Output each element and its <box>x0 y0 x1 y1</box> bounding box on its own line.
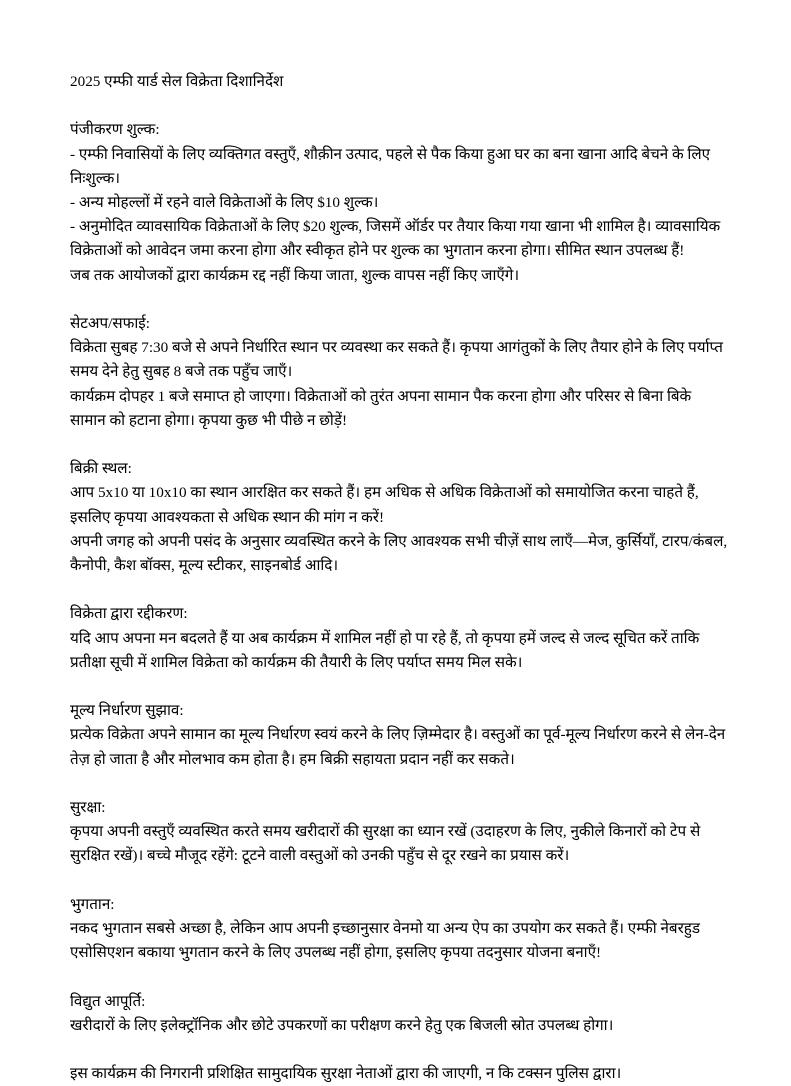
section-heading: सेटअप/सफाई: <box>70 315 150 332</box>
section-paragraph: - अन्य मोहल्लों में रहने वाले विक्रेताओं के लिए $10 शुल्क। <box>70 194 379 211</box>
section-heading: पंजीकरण शुल्क: <box>70 121 160 139</box>
section-paragraph: अपनी जगह को अपनी पसंद के अनुसार व्यवस्थित करने के लिए आवश्यक सभी चीज़ें साथ लाएँ—मेज, कुर्सियाँ, टारप/कंबल, कैनोपी, कैश बॉक्स, मूल्य स्टीकर, साइनबोर्ड आदि। <box>70 532 728 575</box>
document-body <box>70 70 730 1086</box>
section-paragraph: यदि आप अपना मन बदलते हैं या अब कार्यक्रम में शामिल नहीं हो पा रहे हैं, तो कृपया हमें जल्द से जल्द सूचित करें ताकि प्रतीक्षा सूची में शामिल विक्रेता को कार्यक्रम की तैयारी के लिए पर्याप्त समय मिल सके। <box>70 629 700 671</box>
section-paragraph: कृपया अपनी वस्तुएँ व्यवस्थित करते समय खरीदारों की सुरक्षा का ध्यान रखें (उदाहरण के लिए, नुकीले किनारों को टेप से सुरक्षित रखें)। बच्चे मौजूद रहेंगे: टूटने वाली वस्तुओं को उनकी पहुँच से दूर रखने का प्रयास करें। <box>70 823 701 865</box>
section-heading: विद्युत आपूर्ति: <box>70 992 146 1010</box>
section-heading: विक्रेता द्वारा रद्दीकरण: <box>70 605 188 623</box>
section-paragraph: खरीदारों के लिए इलेक्ट्रॉनिक और छोटे उपकरणों का परीक्षण करने हेतु एक बिजली स्रोत उपलब्ध होगा। <box>70 1016 614 1034</box>
section-heading: बिक्री स्थल: <box>70 460 132 478</box>
section-setup-cleanup <box>70 312 730 433</box>
section-sale-location <box>70 457 730 578</box>
section-paragraph: जब तक आयोजकों द्वारा कार्यक्रम रद्द नहीं किया जाता, शुल्क वापस नहीं किए जाएँगे। <box>70 266 520 284</box>
section-safety <box>70 796 730 869</box>
section-paragraph: प्रत्येक विक्रेता अपने सामान का मूल्य निर्धारण स्वयं करने के लिए ज़िम्मेदार है। वस्तुओं का पूर्व-मूल्य निर्धारण करने से लेन-देन तेज़ हो जाता है और मोलभाव कम होता है। हम बिक्री सहायता प्रदान नहीं कर सकते। <box>70 726 726 768</box>
section-vendor-cancellation <box>70 602 730 675</box>
closing-note: इस कार्यक्रम की निगरानी प्रशिक्षित सामुदायिक सुरक्षा नेताओं द्वारा की जाएगी, न कि टक्सन पुलिस द्वारा। <box>70 1065 622 1083</box>
section-paragraph: - एम्फी निवासियों के लिए व्यक्तिगत वस्तुएँ, शौक़ीन उत्पाद, पहले से पैक किया हुआ घर का बना खाना आदि बेचने के लिए निःशुल्क। <box>70 145 711 187</box>
section-paragraph: कार्यक्रम दोपहर 1 बजे समाप्त हो जाएगा। विक्रेताओं को तुरंत अपना सामान पैक करना होगा और परिसर से बिना बिके सामान को हटाना होगा। कृपया कुछ भी पीछे न छोड़ें! <box>70 387 692 429</box>
section-paragraph: नकद भुगतान सबसे अच्छा है, लेकिन आप अपनी इच्छानुसार वेनमो या अन्य ऐप का उपयोग कर सकते हैं। एम्फी नेबरहुड एसोसिएशन बकाया भुगतान करने के लिए उपलब्ध नहीं होगा, इसलिए कृपया तदनुसार योजना बनाएँ! <box>70 920 700 962</box>
section-electricity-supply <box>70 990 730 1038</box>
section-heading: मूल्य निर्धारण सुझाव: <box>70 702 184 720</box>
section-registration-fees <box>70 118 730 287</box>
section-pricing-tips <box>70 699 730 772</box>
section-paragraph: विक्रेता सुबह 7:30 बजे से अपने निर्धारित स्थान पर व्यवस्था कर सकते हैं। कृपया आगंतुकों के लिए तैयार होने के लिए पर्याप्त समय देने हेतु सुबह 8 बजे तक पहुँच जाएँ। <box>70 339 723 381</box>
section-paragraph: आप 5x10 या 10x10 का स्थान आरक्षित कर सकते हैं। हम अधिक से अधिक विक्रेताओं को समायोजित करना चाहते हैं, इसलिए कृपया आवश्यकता से अधिक स्थान की मांग न करें! <box>70 484 699 526</box>
document-title: 2025 एम्फी यार्ड सेल विक्रेता दिशानिर्देश <box>70 73 284 90</box>
section-heading: सुरक्षा: <box>70 799 106 816</box>
section-payment <box>70 893 730 966</box>
section-paragraph: - अनुमोदित व्यावसायिक विक्रेताओं के लिए $20 शुल्क, जिसमें ऑर्डर पर तैयार किया गया खाना भी शामिल है। व्यावसायिक विक्रेताओं को आवेदन जमा करना होगा और स्वीकृत होने पर शुल्क का भुगतान करना होगा। सीमित स्थान उपलब्ध हैं! <box>70 218 721 260</box>
section-heading: भुगतान: <box>70 895 115 913</box>
